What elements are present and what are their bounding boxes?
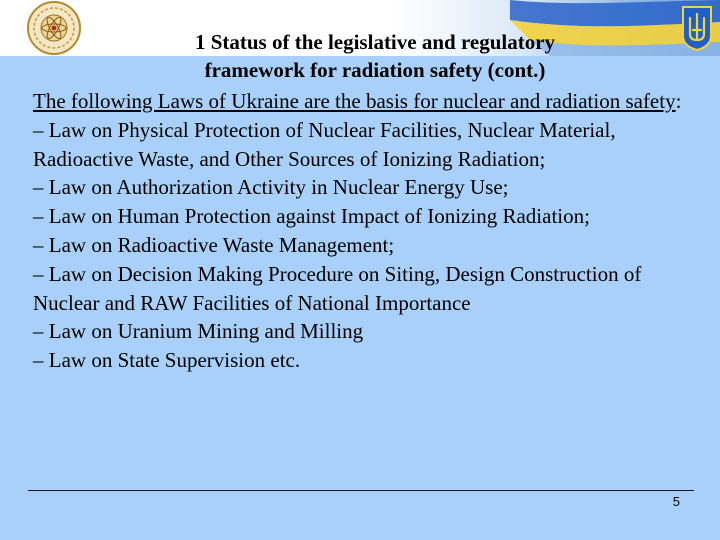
law-item: – Law on Human Protection against Impact of Ionizing Radiation;: [33, 204, 590, 229]
law-item: – Law on Uranium Mining and Milling: [33, 319, 364, 344]
page-number: 5: [672, 494, 680, 509]
law-item: – Law on Authorization Activity in Nuclear Energy Use;: [33, 175, 509, 200]
law-item: – Law on State Supervision etc.: [33, 348, 301, 373]
intro-paragraph: [33, 87, 703, 116]
footer-divider: [28, 490, 694, 491]
intro-colon: :: [675, 89, 682, 113]
law-item: – Law on Decision Making Procedure on Siting, Design Construction of Nuclear and RAW Facilities of National Importance: [33, 261, 642, 315]
law-item: – Law on Radioactive Waste Management;: [33, 232, 395, 257]
intro-text: The following Laws of Ukraine are the basis for nuclear and radiation safety: [33, 89, 676, 113]
regulator-emblem-icon: [26, 0, 82, 56]
slide-title-line-2: framework for radiation safety (cont.): [204, 58, 546, 82]
slide-title: [120, 28, 630, 84]
law-item: – Law on Physical Protection of Nuclear Facilities, Nuclear Material, Radioactive Waste, and Other Sources of Ionizing Radiation;: [33, 117, 616, 171]
ukraine-trident-icon: [680, 4, 714, 52]
slide-body: [33, 87, 703, 375]
slide-title-line-1: 1 Status of the legislative and regulatory: [194, 30, 556, 54]
